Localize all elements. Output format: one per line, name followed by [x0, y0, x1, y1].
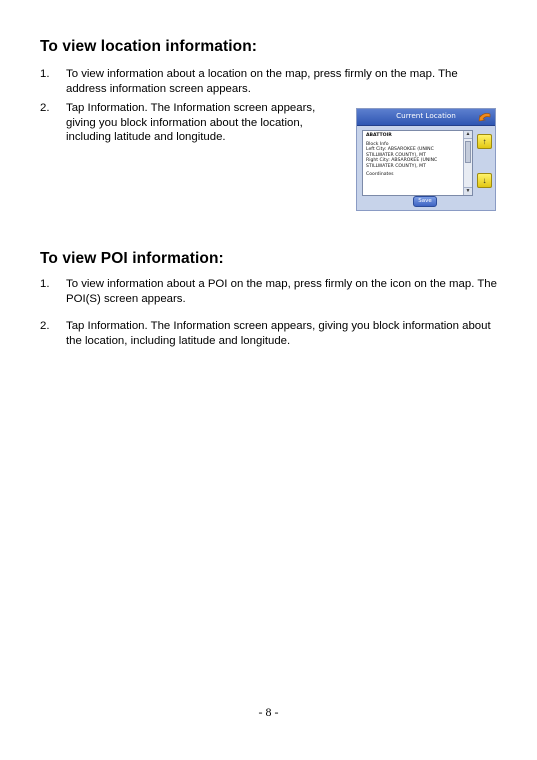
save-button[interactable]: Save — [413, 196, 437, 207]
scroll-up-icon[interactable]: ▲ — [465, 131, 471, 137]
step-text: Tap Information. The Information screen appears, giving you block information about the location, including latitude and longitude. — [66, 102, 316, 143]
back-arrow-icon[interactable] — [478, 111, 492, 122]
screen-header — [357, 109, 495, 126]
info-line: STILLWATER COUNTY), MT — [366, 163, 426, 169]
up-arrow-icon: ↑ — [482, 137, 487, 146]
section-heading-location: To view location information: — [40, 38, 258, 55]
step-text: To view information about a location on the map, press firmly on the map. The address information screen appears. — [66, 68, 458, 95]
location-info-panel — [362, 130, 473, 196]
page-down-button[interactable] — [477, 173, 492, 188]
scroll-thumb[interactable] — [465, 141, 471, 163]
info-line: ABATTOIR — [366, 133, 392, 138]
section-heading-poi: To view POI information: — [40, 250, 224, 267]
screen-title: Current Location — [396, 111, 456, 120]
page-up-button[interactable] — [477, 134, 492, 149]
info-line: STILLWATER COUNTY), MT — [366, 152, 426, 158]
info-line: Coordinates — [366, 172, 394, 177]
page-number: - 8 - — [258, 705, 279, 719]
step-text: To view information about a POI on the map, press firmly on the icon on the map. The POI(S) screen appears. — [66, 278, 497, 305]
down-arrow-icon: ↓ — [482, 176, 487, 185]
step-number: 2. — [40, 102, 50, 114]
scroll-down-icon[interactable]: ▼ — [465, 188, 471, 194]
info-line: Right City: ABSAROKEE (UNINC — [366, 158, 438, 163]
current-location-screenshot — [356, 108, 496, 211]
scrollbar[interactable] — [463, 131, 472, 195]
location-info-text — [366, 133, 462, 178]
info-line: Block Info — [366, 141, 389, 147]
info-line: Left City: ABSAROKEE (UNINC — [366, 147, 434, 152]
step-text: Tap Information. The Information screen appears, giving you block information about the location, including latitude and longitude. — [66, 320, 491, 347]
step-number: 1. — [40, 278, 50, 290]
step-number: 2. — [40, 320, 50, 332]
step-number: 1. — [40, 68, 50, 80]
